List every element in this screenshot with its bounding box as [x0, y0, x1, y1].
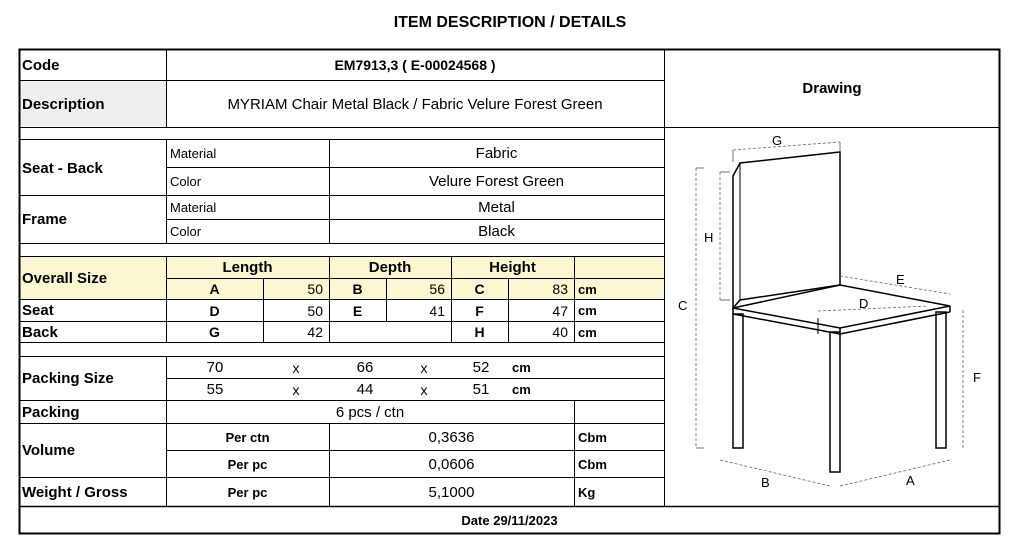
seat-back-color-label: Color	[170, 174, 202, 189]
back-size-label: Back	[22, 323, 58, 341]
size-val-a: 50	[307, 281, 323, 297]
dim-label-f: F	[973, 370, 981, 385]
code-value: EM7913,3 ( E-00024568 )	[334, 57, 496, 73]
seat-back-material: Fabric	[475, 145, 518, 162]
description-value: MYRIAM Chair Metal Black / Fabric Velure Forest Green	[227, 95, 603, 113]
size-val-f: 47	[552, 302, 568, 319]
drawing-label: Drawing	[802, 79, 862, 97]
volume-per-ctn-label: Per ctn	[225, 429, 270, 445]
packing-size-0-x1: x	[292, 359, 300, 376]
frame-color-label: Color	[170, 224, 202, 239]
overall-size-label: Overall Size	[22, 269, 108, 287]
packing-size-1-b: 44	[356, 381, 374, 398]
volume-label: Volume	[22, 442, 76, 459]
code-label: Code	[22, 56, 60, 74]
size-key-g: G	[209, 324, 220, 340]
frame-label: Frame	[22, 211, 68, 228]
packing-size-1-x1: x	[292, 381, 300, 398]
size-key-f: F	[475, 302, 484, 319]
size-key-e: E	[352, 302, 363, 319]
length-header: Length	[222, 259, 273, 276]
frame-material: Metal	[478, 199, 515, 216]
depth-header: Depth	[368, 259, 412, 276]
packing-size-1-unit: cm	[512, 382, 531, 397]
packing-label: Packing	[22, 403, 80, 421]
packing-size-0-unit: cm	[512, 360, 531, 375]
seat-back-material-label: Material	[170, 146, 217, 161]
packing-value: 6 pcs / ctn	[335, 403, 405, 421]
date-footer: Date 29/11/2023	[461, 512, 558, 528]
volume-per-pc-label: Per pc	[227, 456, 268, 472]
size-key-a: A	[209, 281, 220, 297]
frame-color: Black	[478, 223, 515, 240]
weight-label: Weight / Gross	[22, 483, 128, 501]
packing-size-label: Packing Size	[22, 370, 114, 387]
dim-label-e: E	[896, 272, 905, 287]
frame-material-label: Material	[170, 200, 217, 215]
packing-size-1-a: 55	[206, 381, 224, 398]
chair-drawing	[668, 128, 998, 498]
size-key-c: C	[474, 281, 485, 297]
dim-label-d: D	[859, 296, 869, 311]
size-unit-seat: cm	[578, 303, 597, 318]
packing-size-0-a: 70	[206, 359, 224, 376]
size-val-g: 42	[307, 324, 323, 340]
volume-per-pc: 0,0606	[428, 455, 475, 473]
dim-label-h: H	[704, 230, 714, 245]
volume-per-ctn: 0,3636	[428, 428, 475, 446]
description-label: Description	[22, 95, 105, 113]
weight-value: 5,1000	[428, 483, 475, 501]
dim-label-a: A	[906, 473, 915, 488]
packing-size-1-c: 51	[472, 381, 490, 398]
size-val-e: 41	[429, 302, 445, 319]
size-val-b: 56	[429, 281, 445, 297]
seat-size-label: Seat	[22, 302, 54, 319]
packing-size-0-x2: x	[420, 359, 428, 376]
weight-per-pc-label: Per pc	[227, 484, 268, 500]
dim-label-g: G	[772, 133, 783, 148]
packing-size-1-x2: x	[420, 381, 428, 398]
packing-size-0-c: 52	[472, 359, 490, 376]
volume-unit-pc: Cbm	[578, 456, 607, 472]
packing-size-0-b: 66	[356, 359, 374, 376]
dim-label-c: C	[678, 298, 688, 313]
seat-back-label: Seat - Back	[22, 159, 103, 177]
page-title: ITEM DESCRIPTION / DETAILS	[393, 14, 627, 31]
size-val-h: 40	[552, 324, 568, 340]
weight-unit: Kg	[578, 484, 596, 500]
size-key-b: B	[352, 281, 363, 297]
volume-unit-ctn: Cbm	[578, 429, 607, 445]
size-val-c: 83	[552, 281, 568, 297]
dim-label-b: B	[761, 475, 770, 490]
size-unit-overall: cm	[578, 281, 597, 297]
height-header: Height	[489, 259, 536, 276]
size-val-d: 50	[307, 302, 323, 319]
seat-back-color: Velure Forest Green	[428, 173, 565, 190]
size-key-d: D	[209, 302, 220, 319]
size-key-h: H	[474, 324, 485, 340]
size-unit-back: cm	[578, 324, 597, 340]
